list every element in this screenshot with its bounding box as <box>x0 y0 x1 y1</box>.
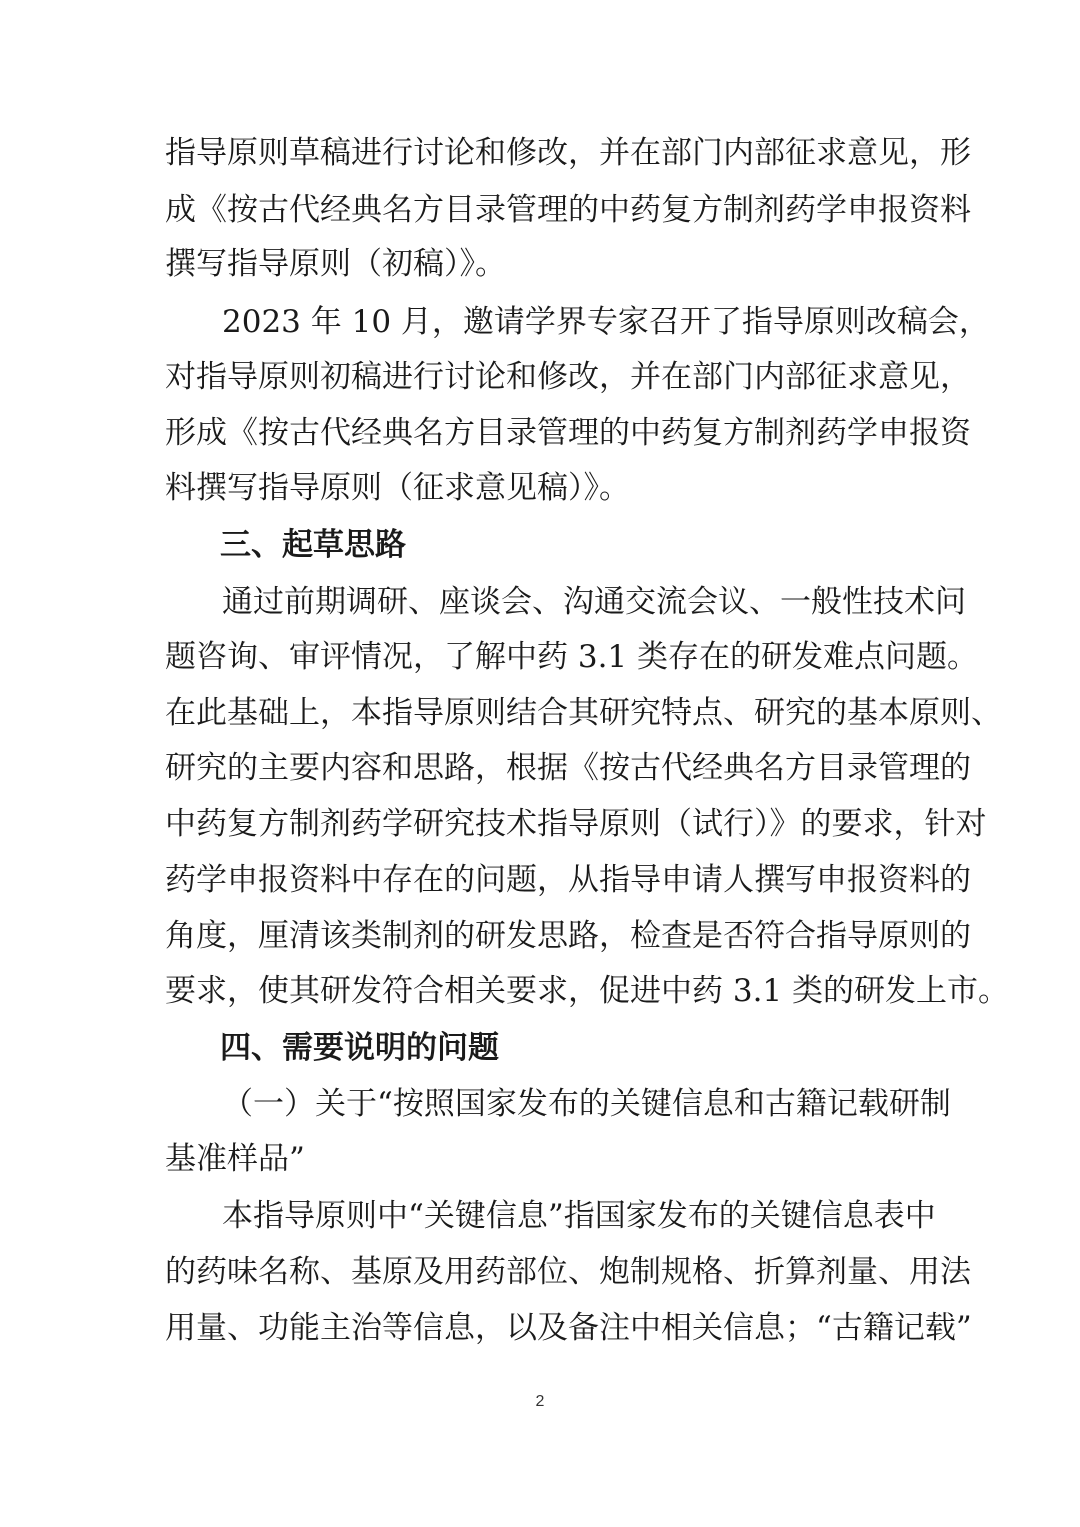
paragraph-line: 的药味名称、基原及用药部位、炮制规格、折算剂量、用法 <box>165 1254 971 1290</box>
section-heading: 四、需要说明的问题 <box>220 1030 499 1066</box>
page-number: 2 <box>535 1393 545 1410</box>
paragraph-line: 成《按古代经典名方目录管理的中药复方制剂药学申报资料 <box>165 192 971 228</box>
paragraph-line: 形成《按古代经典名方目录管理的中药复方制剂药学申报资 <box>165 415 971 451</box>
paragraph-line: 中药复方制剂药学研究技术指导原则（试行）》的要求，针对 <box>165 806 987 842</box>
paragraph-line: 撰写指导原则（初稿）》。 <box>165 246 506 282</box>
paragraph-line: 题咨询、审评情况，了解中药 3.1 类存在的研发难点问题。 <box>165 639 979 675</box>
section-heading: 三、起草思路 <box>220 527 406 563</box>
paragraph-line: 药学申报资料中存在的问题，从指导申请人撰写申报资料的 <box>165 862 971 898</box>
paragraph-line: 用量、功能主治等信息，以及备注中相关信息；“古籍记载” <box>165 1310 972 1346</box>
paragraph-line: 2023 年 10 月，邀请学界专家召开了指导原则改稿会， <box>222 304 990 340</box>
paragraph-line: 在此基础上，本指导原则结合其研究特点、研究的基本原则、 <box>165 695 1002 731</box>
paragraph-line: 要求，使其研发符合相关要求，促进中药 3.1 类的研发上市。 <box>165 973 1010 1009</box>
paragraph-line: 角度，厘清该类制剂的研发思路，检查是否符合指导原则的 <box>165 918 971 954</box>
paragraph-line: 研究的主要内容和思路，根据《按古代经典名方目录管理的 <box>165 750 971 786</box>
paragraph-line: 对指导原则初稿进行讨论和修改，并在部门内部征求意见， <box>165 359 971 395</box>
paragraph-line: 料撰写指导原则（征求意见稿）》。 <box>165 470 630 506</box>
subsection-heading: （一）关于“按照国家发布的关键信息和古籍记载研制 <box>222 1086 951 1122</box>
paragraph-line: 通过前期调研、座谈会、沟通交流会议、一般性技术问 <box>222 584 966 620</box>
paragraph-line: 指导原则草稿进行讨论和修改，并在部门内部征求意见，形 <box>165 135 971 171</box>
paragraph-line: 本指导原则中“关键信息”指国家发布的关键信息表中 <box>222 1198 936 1234</box>
subsection-heading: 基准样品” <box>165 1141 305 1177</box>
